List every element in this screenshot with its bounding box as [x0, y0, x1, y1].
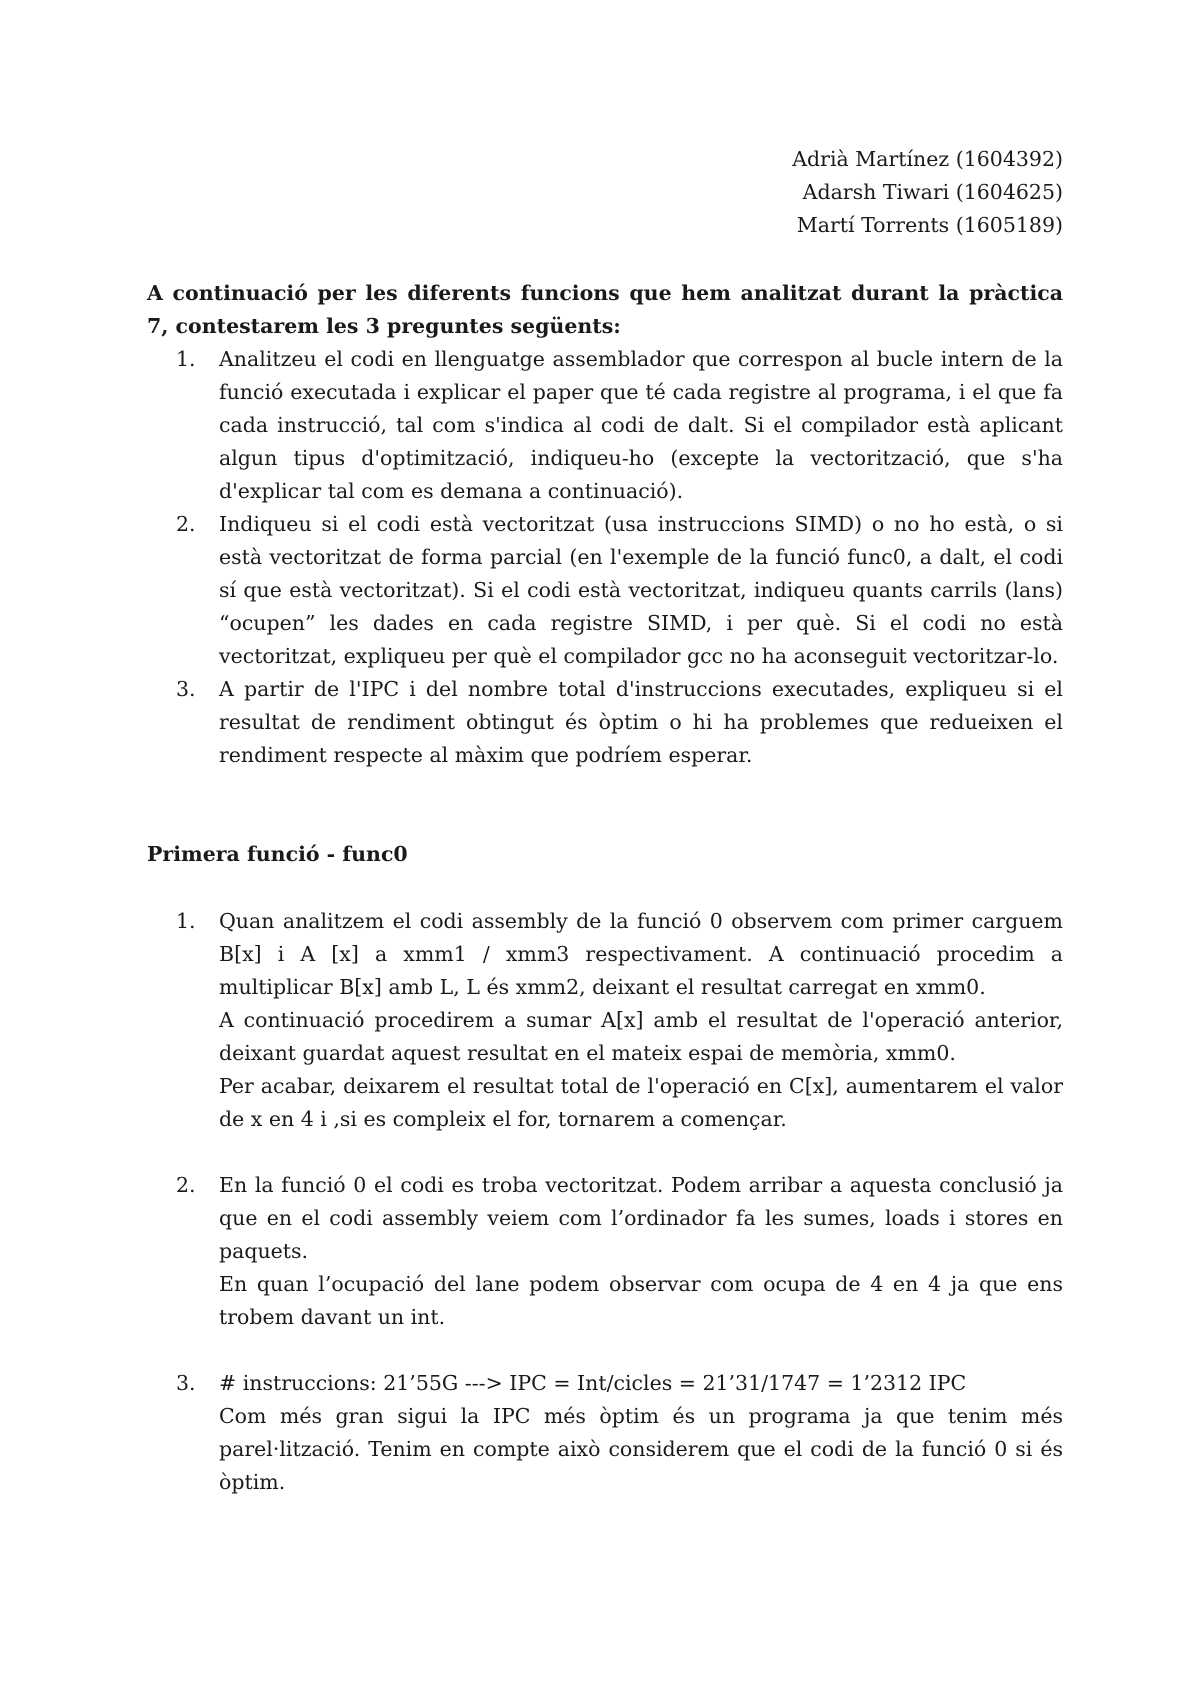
answer-item: [147, 905, 1063, 1136]
question-item: [147, 343, 1063, 508]
author-name: Adrià Martínez (1604392): [792, 147, 1063, 171]
author-block: [147, 143, 1063, 242]
question-text: Indiqueu si el codi està vectoritzat (usa instruccions SIMD) o no ho està, o si està vectoritzat de forma parcial (en l'exemple de la funció func0, a dalt, el codi sí que està vectoritzat). Si el codi està vectoritzat, indiqueu quants carrils (lans) “ocupen” les dades en cada registre SIMD, i per què. Si el codi no està vectoritzat, expliqueu per què el compilador gcc no ha aconseguit vectoritzar-lo.: [219, 512, 1063, 668]
answer-paragraph: En quan l’ocupació del lane podem observar com ocupa de 4 en 4 ja que ens trobem davant un int.: [219, 1272, 1063, 1329]
answer-item: [147, 1169, 1063, 1334]
list-number: 3.: [176, 677, 196, 701]
author-name: Martí Torrents (1605189): [796, 213, 1063, 237]
question-text: A partir de l'IPC i del nombre total d'instruccions executades, expliqueu si el resultat de rendiment obtingut és òptim o hi ha problemes que redueixen el rendiment respecte al màxim que podríem esperar.: [219, 677, 1063, 767]
intro-paragraph: A continuació per les diferents funcions que hem analitzat durant la pràctica 7, contestarem les 3 preguntes següents:: [147, 281, 1063, 338]
list-number: 2.: [176, 512, 196, 536]
answer-paragraph: Com més gran sigui la IPC més òptim és un programa ja que tenim més parel·lització. Tenim en compte això considerem que el codi de la funció 0 si és òptim.: [219, 1404, 1063, 1494]
answer-paragraph: Per acabar, deixarem el resultat total de l'operació en C[x], aumentarem el valor de x en 4 i ,si es compleix el for, tornarem a començar.: [219, 1074, 1063, 1131]
answer-paragraph: # instruccions: 21’55G ---> IPC = Int/cicles = 21’31/1747 = 1’2312 IPC: [219, 1371, 967, 1395]
list-number: 3.: [176, 1371, 196, 1395]
answer-paragraph: A continuació procedirem a sumar A[x] amb el resultat de l'operació anterior, deixant guardat aquest resultat en el mateix espai de memòria, xmm0.: [219, 1008, 1063, 1065]
section-title: Primera funció - func0: [147, 842, 408, 866]
answer-paragraph: En la funció 0 el codi es troba vectoritzat. Podem arribar a aquesta conclusió ja que en el codi assembly veiem com l’ordinador fa les sumes, loads i stores en paquets.: [219, 1173, 1063, 1263]
answer-item: [147, 1367, 1063, 1499]
question-text: Analitzeu el codi en llenguatge assemblador que correspon al bucle intern de la funció executada i explicar el paper que té cada registre al programa, i el que fa cada instrucció, tal com s'indica al codi de dalt. Si el compilador està aplicant algun tipus d'optimització, indiqueu-ho (excepte la vectorització, que s'ha d'explicar tal com es demana a continuació).: [219, 347, 1063, 503]
author-name: Adarsh Tiwari (1604625): [802, 180, 1063, 204]
list-number: 1.: [176, 909, 196, 933]
answers-list: [147, 905, 1063, 1499]
question-item: [147, 673, 1063, 772]
question-item: [147, 508, 1063, 673]
questions-list: [147, 343, 1063, 772]
intro-section: [147, 277, 1063, 772]
list-number: 2.: [176, 1173, 196, 1197]
list-number: 1.: [176, 347, 196, 371]
answer-paragraph: Quan analitzem el codi assembly de la funció 0 observem com primer carguem B[x] i A [x] a xmm1 / xmm3 respectivament. A continuació procedim a multiplicar B[x] amb L, L és xmm2, deixant el resultat carregat en xmm0.: [219, 909, 1063, 999]
